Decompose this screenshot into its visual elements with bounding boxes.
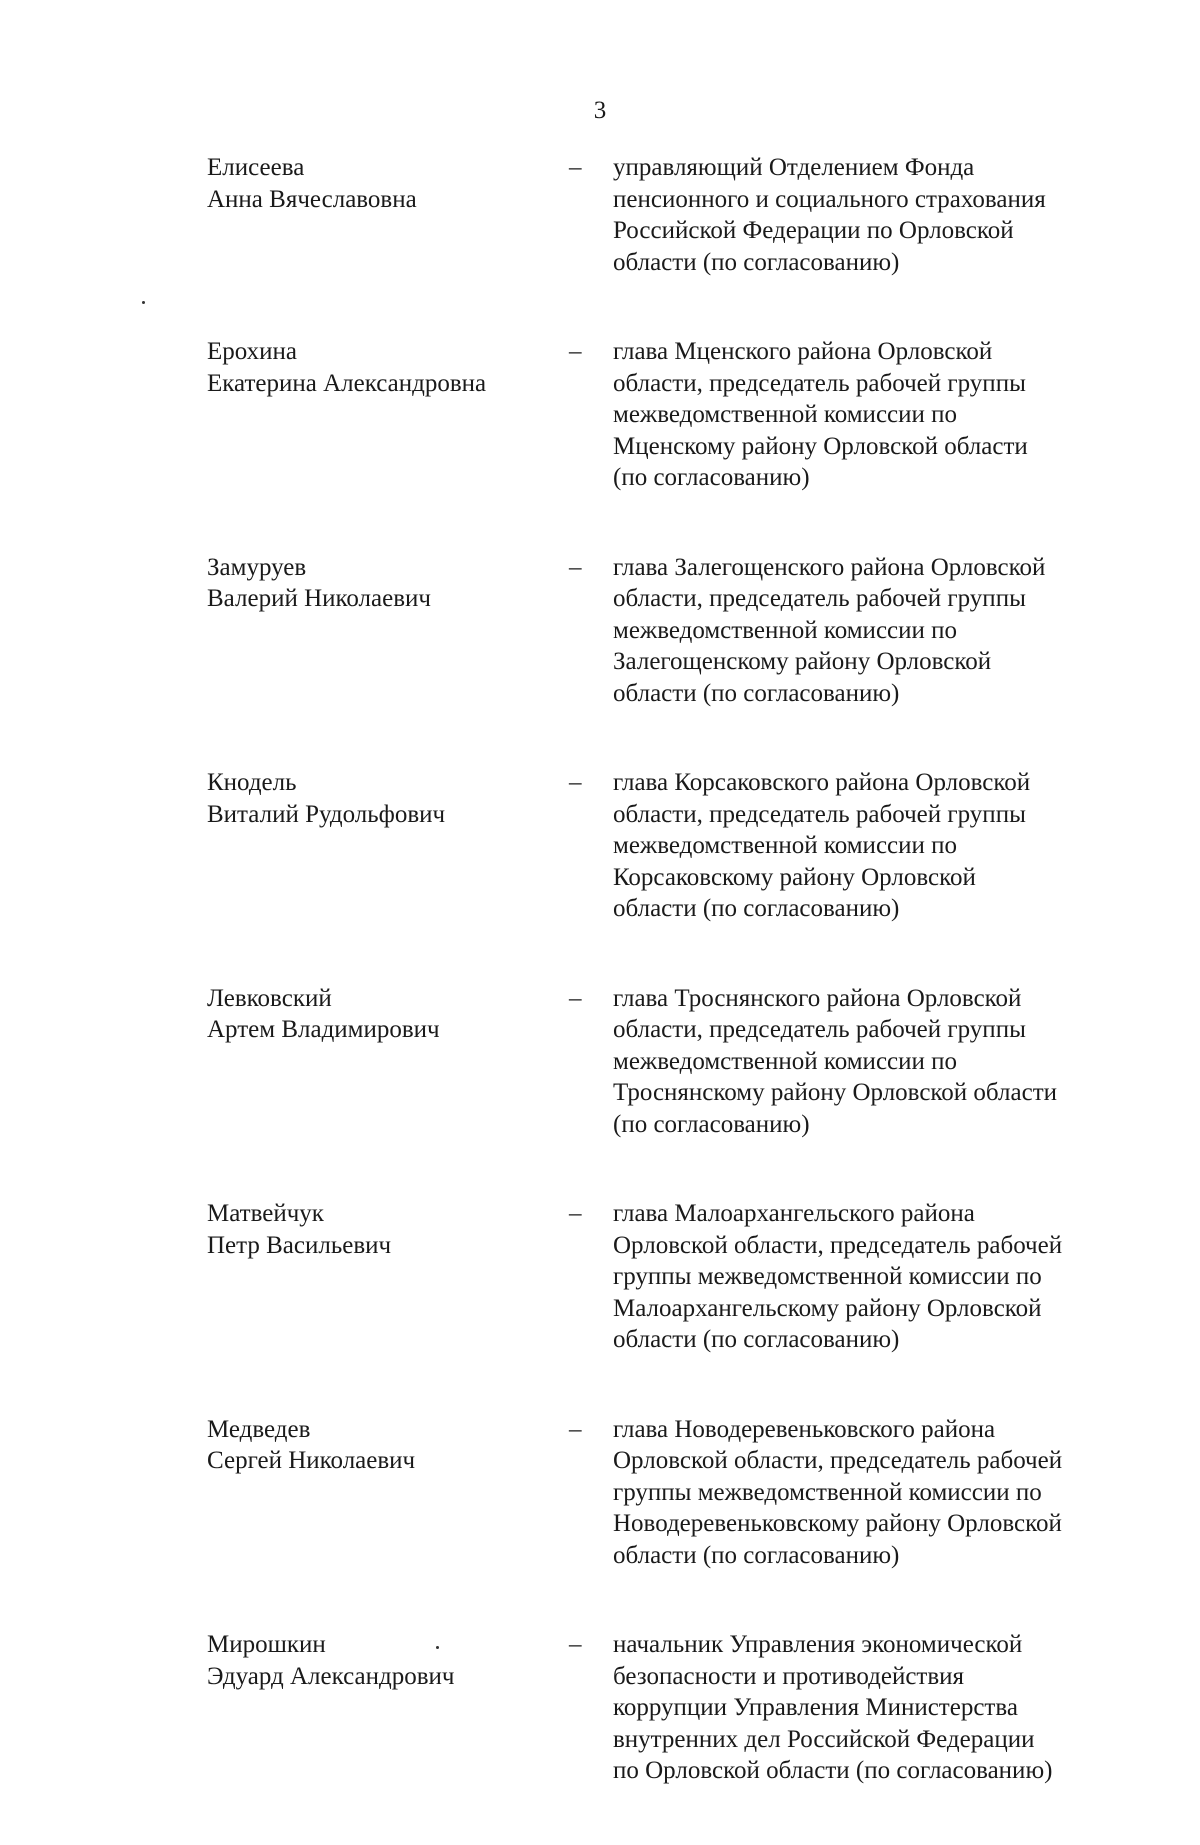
position-line: Троснянскому району Орловской области	[613, 1079, 1057, 1106]
list-item	[0, 1414, 1200, 1630]
position-line: пенсионного и социального страхования	[613, 185, 1046, 213]
position-line: глава Корсаковского района Орловской	[613, 769, 1031, 796]
member-name	[207, 552, 547, 615]
position-line: начальник Управления экономической	[613, 1631, 1023, 1658]
position-line: управляющий Отделением Фонда	[613, 154, 975, 181]
member-surname: Елисеева	[207, 154, 305, 181]
position-line: коррупции Управления Министерства	[613, 1694, 1018, 1721]
member-surname: Медведев	[207, 1415, 311, 1443]
member-position	[613, 1629, 1133, 1787]
position-line: области (по согласованию)	[613, 679, 900, 707]
position-line: глава Троснянского района Орловской	[613, 984, 1022, 1012]
separator-dash: –	[569, 984, 582, 1012]
member-given-names: Сергей Николаевич	[207, 1447, 416, 1474]
member-list	[0, 152, 1200, 1845]
member-position	[613, 1414, 1133, 1572]
member-name	[207, 1198, 547, 1261]
member-given-names: Виталий Рудольфович	[207, 800, 446, 828]
page-number: 3	[593, 97, 607, 124]
position-line: по Орловской области (по согласованию)	[613, 1757, 1053, 1784]
member-name	[207, 1629, 547, 1692]
member-given-names: Артем Владимирович	[207, 1016, 440, 1043]
position-line: Орловской области, председатель рабочей	[613, 1231, 1063, 1259]
member-position	[613, 1198, 1133, 1356]
position-line: межведомственной комиссии по	[613, 1047, 958, 1075]
position-line: глава Малоархангельского района	[613, 1200, 975, 1227]
list-item	[0, 336, 1200, 552]
separator-dash: –	[569, 553, 582, 581]
position-line: области, председатель рабочей группы	[613, 800, 1026, 828]
list-item	[0, 1198, 1200, 1414]
position-line: безопасности и противодействия	[613, 1662, 965, 1690]
position-line: внутренних дел Российской Федерации	[613, 1725, 1035, 1753]
position-line: Мценскому району Орловской области	[613, 432, 1028, 460]
position-line: группы межведомственной комиссии по	[613, 1263, 1042, 1290]
member-name	[207, 152, 547, 215]
member-surname: Левковский	[207, 984, 332, 1012]
position-line: области, председатель рабочей группы	[613, 369, 1026, 397]
position-line: Корсаковскому району Орловской	[613, 863, 976, 891]
separator-dash: –	[569, 1200, 582, 1227]
list-item	[0, 767, 1200, 983]
member-surname: Матвейчук	[207, 1200, 324, 1227]
position-line: области (по согласованию)	[613, 895, 900, 922]
position-line: Залегощенскому району Орловской	[613, 648, 992, 675]
position-line: области, председатель рабочей группы	[613, 1016, 1026, 1043]
member-position	[613, 152, 1133, 278]
member-surname: Ерохина	[207, 338, 298, 365]
member-given-names: Екатерина Александровна	[207, 369, 487, 397]
position-line: межведомственной комиссии по	[613, 401, 958, 428]
list-item	[0, 1629, 1200, 1845]
member-name	[207, 336, 547, 399]
separator-dash: –	[569, 769, 582, 796]
member-given-names: Анна Вячеславовна	[207, 185, 417, 213]
member-surname: Замуруев	[207, 553, 307, 581]
position-line: межведомственной комиссии по	[613, 616, 958, 644]
list-item	[0, 152, 1200, 336]
position-line: области (по согласованию)	[613, 248, 900, 276]
position-line: (по согласованию)	[613, 464, 810, 491]
position-line: группы межведомственной комиссии по	[613, 1478, 1042, 1506]
member-position	[613, 767, 1133, 925]
scan-speck	[142, 301, 145, 304]
separator-dash: –	[569, 1415, 582, 1443]
member-name	[207, 983, 547, 1046]
member-given-names: Валерий Николаевич	[207, 585, 431, 612]
position-line: глава Мценского района Орловской	[613, 338, 993, 365]
position-line: Малоархангельскому району Орловской	[613, 1294, 1042, 1322]
separator-dash: –	[569, 1631, 582, 1658]
separator-dash: –	[569, 154, 582, 181]
member-given-names: Эдуард Александрович	[207, 1662, 455, 1690]
position-line: межведомственной комиссии по	[613, 832, 958, 859]
position-line: глава Залегощенского района Орловской	[613, 553, 1046, 581]
position-line: глава Новодеревеньковского района	[613, 1415, 996, 1443]
position-line: области (по согласованию)	[613, 1326, 900, 1353]
position-line: области, председатель рабочей группы	[613, 585, 1026, 612]
separator-dash: –	[569, 338, 582, 365]
position-line: Российской Федерации по Орловской	[613, 217, 1014, 244]
member-position	[613, 552, 1133, 710]
member-surname: Кнодель	[207, 769, 297, 796]
position-line: области (по согласованию)	[613, 1541, 900, 1569]
member-surname: Мирошкин	[207, 1631, 326, 1658]
scan-speck	[436, 1646, 439, 1649]
position-line: Орловской области, председатель рабочей	[613, 1447, 1063, 1474]
member-position	[613, 336, 1133, 494]
member-name	[207, 1414, 547, 1477]
member-given-names: Петр Васильевич	[207, 1231, 392, 1259]
member-position	[613, 983, 1133, 1141]
list-item	[0, 983, 1200, 1199]
position-line: (по согласованию)	[613, 1110, 810, 1138]
list-item	[0, 552, 1200, 768]
member-name	[207, 767, 547, 830]
position-line: Новодеревеньковскому району Орловской	[613, 1510, 1062, 1537]
